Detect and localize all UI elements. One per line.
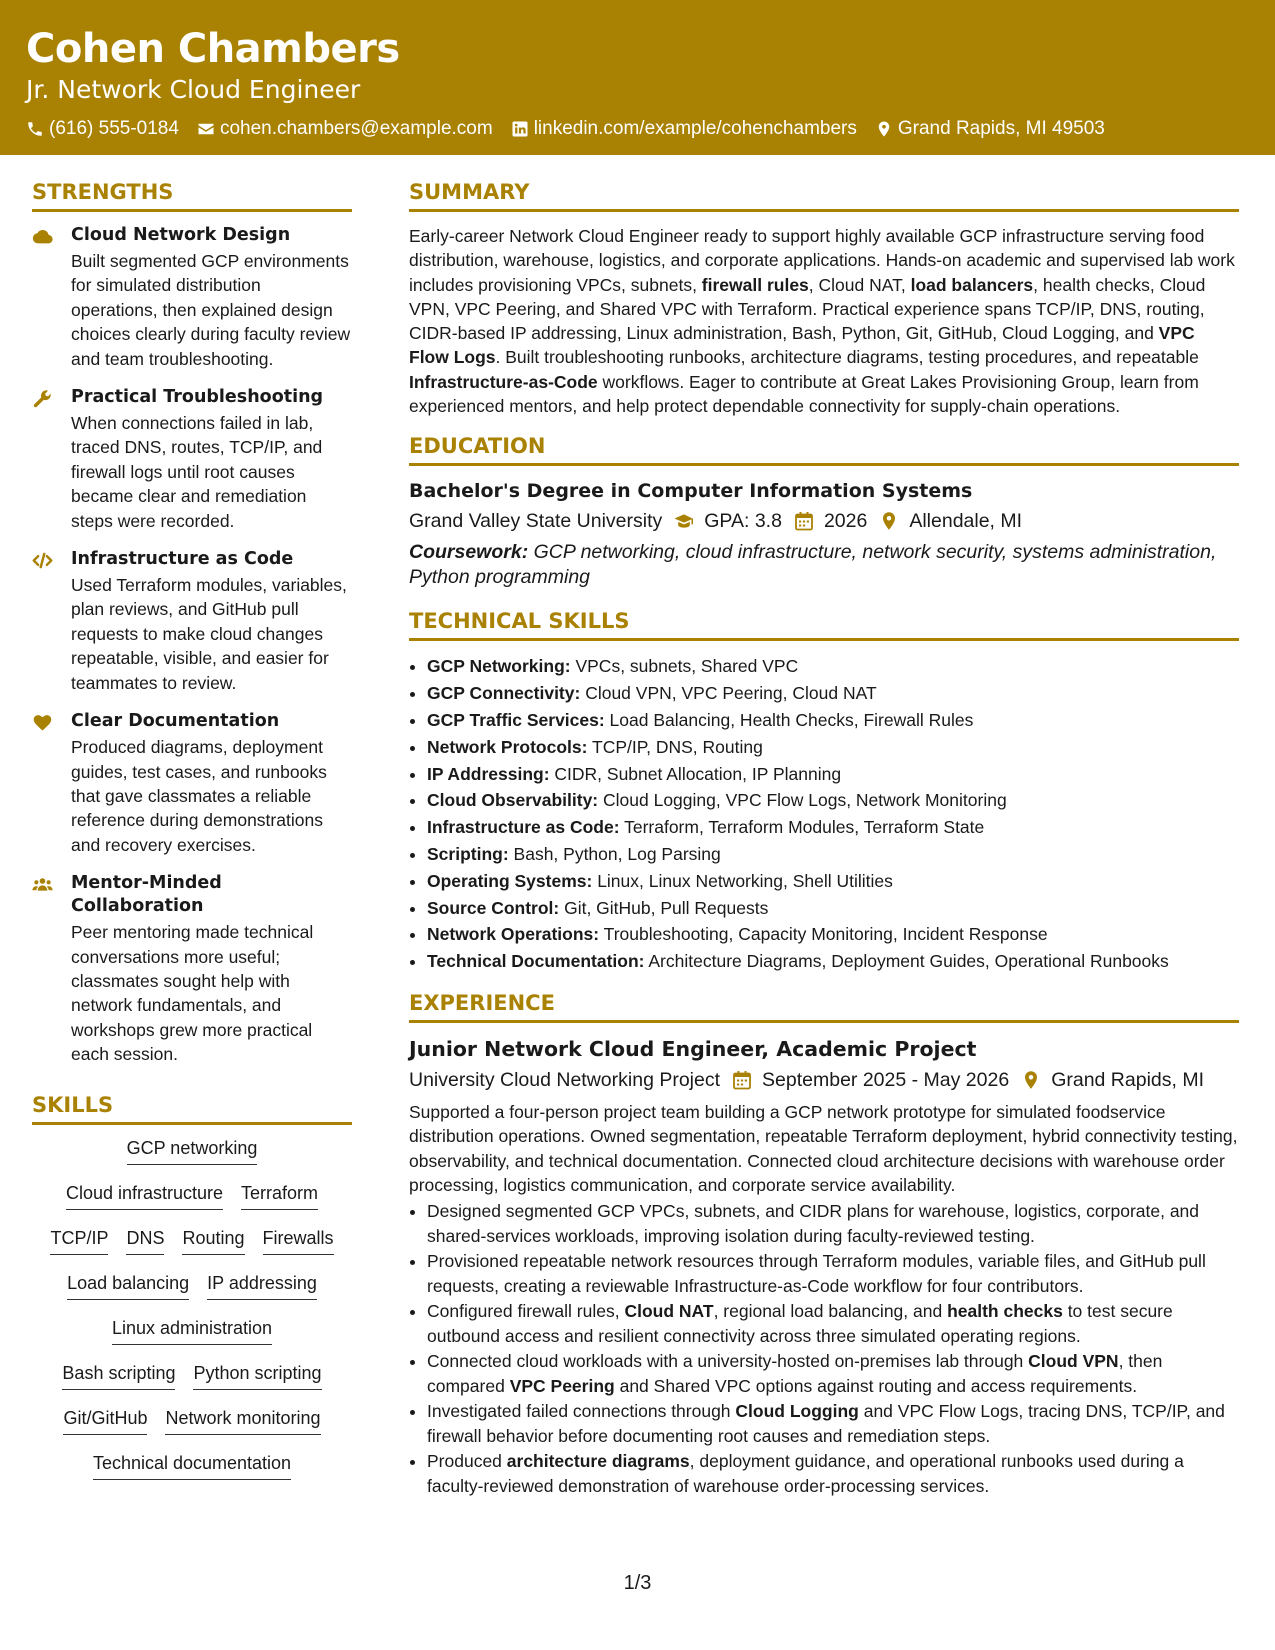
bullet-highlight: VPC Peering (509, 1375, 615, 1396)
list-item (427, 707, 1239, 734)
gpa-text: GPA: 3.8 (704, 510, 782, 533)
skill-category: Network Protocols: (427, 736, 588, 757)
skill-chip: Firewalls (263, 1227, 334, 1255)
education-meta (409, 506, 1239, 536)
list-item (427, 734, 1239, 761)
skill-values: Bash, Python, Log Parsing (508, 843, 721, 864)
skill-values: Git, GitHub, Pull Requests (559, 897, 769, 918)
list-item (427, 1249, 1239, 1298)
skill-row (32, 1362, 352, 1407)
skill-category: Operating Systems: (427, 870, 593, 891)
email-text: cohen.chambers@example.com (219, 118, 493, 139)
organization-name: University Cloud Networking Project (409, 1068, 721, 1091)
skill-category: GCP Connectivity: (427, 683, 581, 704)
wrench-icon (32, 386, 58, 533)
skill-chip: TCP/IP (50, 1227, 108, 1255)
technical-skills-list (409, 653, 1239, 975)
summary-segment: Early-career Network Cloud Engineer ready to support highly available GCP infrastructure serving food distribution, warehouse, logistics, and corporate applications. Hands-on academic and supervised lab work includes provisioning VPCs, subnets, (409, 226, 1235, 295)
skill-chip: GCP networking (127, 1137, 258, 1165)
school-name: Grand Valley State University (409, 510, 663, 533)
skill-category: Network Operations: (427, 924, 600, 945)
skill-chip: Linux administration (112, 1317, 272, 1345)
skill-values: Cloud VPN, VPC Peering, Cloud NAT (580, 683, 877, 704)
calendar-icon (732, 1070, 752, 1090)
strength-title: Cloud Network Design (71, 225, 291, 245)
list-item (427, 814, 1239, 841)
list-item (427, 787, 1239, 814)
list-item (427, 761, 1239, 788)
bullet-text: and VPC Flow Logs, tracing DNS, TCP/IP, and firewall behavior before documenting root causes and remediation steps. (427, 1401, 1225, 1446)
right-column (409, 178, 1239, 1499)
coursework-text: GCP networking, cloud infrastructure, network security, systems administration, Python programming (409, 541, 1217, 588)
job-title: Junior Network Cloud Engineer, Academic Project (409, 1036, 977, 1061)
strength-item (32, 224, 352, 371)
summary-segment: , health checks, Cloud VPN, VPC Peering, and Shared VPC with Terraform. Practical experience spans TCP/IP, DNS, routing, CIDR-based IP addressing, Linux administration, Bash, Python, Git, GitHub, Cloud Logging, and (409, 274, 1206, 344)
bullet-text: and Shared VPC options against routing and access requirements. (614, 1375, 1138, 1396)
bullet-highlight: architecture diagrams (506, 1451, 690, 1472)
list-item (427, 948, 1239, 975)
skill-chip: Technical documentation (93, 1452, 291, 1480)
skill-chip: Terraform (241, 1182, 318, 1210)
skill-chip: IP addressing (207, 1272, 317, 1300)
skill-row (32, 1182, 352, 1227)
calendar-icon (794, 511, 814, 531)
coursework-label: Coursework: (409, 541, 529, 564)
heart-icon (32, 710, 58, 857)
envelope-icon (197, 120, 215, 138)
skill-chip: Bash scripting (62, 1362, 175, 1390)
job-description: Supported a four-person project team building a GCP network prototype for simulated foodservice distribution operations. Owned segmentation, repeatable Terraform deployment, hybrid connectivity testing, observability, and technical documentation. Connected cloud architecture decisions with warehouse order processing, logistics communication, and corporate service availability. (409, 1101, 1238, 1195)
strength-item (32, 872, 352, 1066)
skills-chip-cloud (32, 1137, 352, 1497)
list-item (427, 921, 1239, 948)
strength-text: Peer mentoring made technical conversations more useful; classmates sought help with network fundamentals, and workshops grew more practical each session. (71, 922, 314, 1065)
resume-header (0, 0, 1275, 155)
skill-row (32, 1452, 352, 1497)
skill-chip: Cloud infrastructure (66, 1182, 223, 1210)
list-item (427, 1349, 1239, 1398)
linkedin-icon (511, 120, 529, 138)
skill-chip: Python scripting (193, 1362, 321, 1390)
summary-heading: SUMMARY (409, 178, 1239, 212)
summary-segment: workflows. Eager to contribute at Great Lakes Provisioning Group, learn from experienced mentors, and help protect dependable connectivity for supply-chain operations. (409, 371, 1199, 417)
summary-highlight: load balancers (910, 274, 1034, 295)
list-item (427, 1299, 1239, 1348)
skill-category: Technical Documentation: (427, 951, 645, 972)
graduation-year: 2026 (823, 510, 868, 533)
school-location: Allendale, MI (909, 510, 1023, 533)
bullet-text: Connected cloud workloads with a university-hosted on-premises lab through (427, 1351, 1029, 1372)
contact-linkedin[interactable] (511, 116, 857, 142)
skill-category: Infrastructure as Code: (427, 817, 620, 838)
contact-location (875, 116, 1105, 142)
skill-chip: Load balancing (67, 1272, 189, 1300)
skill-category: GCP Networking: (427, 656, 571, 677)
skill-row (32, 1227, 352, 1272)
cloud-icon (32, 224, 58, 371)
technical-skills-heading: TECHNICAL SKILLS (409, 607, 1239, 641)
strength-item (32, 548, 352, 695)
skill-values: CIDR, Subnet Allocation, IP Planning (549, 763, 842, 784)
summary-highlight: Infrastructure-as-Code (409, 371, 598, 392)
list-item (427, 841, 1239, 868)
bullet-text: Investigated failed connections through (427, 1401, 736, 1422)
skill-category: GCP Traffic Services: (427, 709, 605, 730)
list-item (427, 868, 1239, 895)
skill-values: Linux, Linux Networking, Shell Utilities (592, 870, 893, 891)
left-column (32, 178, 352, 1497)
list-item (427, 1399, 1239, 1448)
coursework (409, 540, 1239, 589)
skill-values: Load Balancing, Health Checks, Firewall Rules (604, 709, 974, 730)
list-item (427, 653, 1239, 680)
skill-values: Terraform, Terraform Modules, Terraform State (619, 817, 985, 838)
strength-title: Clear Documentation (71, 711, 280, 732)
experience-bullets (409, 1199, 1239, 1498)
contact-email[interactable] (197, 116, 493, 142)
strength-text: Used Terraform modules, variables, plan reviews, and GitHub pull requests to make cloud changes repeatable, visible, and easier for teammates to review. (71, 575, 347, 693)
skill-values: Troubleshooting, Capacity Monitoring, Incident Response (599, 924, 1048, 945)
skill-row (32, 1407, 352, 1452)
skill-category: Source Control: (427, 897, 560, 918)
page-number: 1/3 (623, 1572, 652, 1594)
skill-values: VPCs, subnets, Shared VPC (570, 656, 799, 677)
skill-category: Cloud Observability: (427, 790, 599, 811)
contact-phone[interactable] (26, 116, 179, 142)
strength-item (32, 710, 352, 857)
contact-bar (26, 116, 1123, 142)
bullet-highlight: Cloud Logging (735, 1401, 859, 1422)
skills-heading: SKILLS (32, 1091, 352, 1125)
map-pin-icon (875, 120, 893, 138)
job-dates: September 2025 - May 2026 (762, 1068, 1010, 1091)
skill-chip: Routing (182, 1227, 244, 1255)
skill-values: Cloud Logging, VPC Flow Logs, Network Monitoring (598, 790, 1007, 811)
bullet-text: Designed segmented GCP VPCs, subnets, and CIDR plans for warehouse, logistics, corporate, and shared-services workloads, improving isolation during faculty-reviewed testing. (427, 1201, 1200, 1246)
list-item (427, 1449, 1239, 1498)
skill-values: Architecture Diagrams, Deployment Guides, Operational Runbooks (644, 951, 1169, 972)
map-pin-icon (1021, 1070, 1041, 1090)
strength-title: Infrastructure as Code (71, 549, 294, 570)
summary-segment: . Built troubleshooting runbooks, architecture diagrams, testing procedures, and repeatable (495, 347, 1199, 368)
strength-title: Mentor-Minded Collaboration (71, 873, 222, 917)
bullet-text: Provisioned repeatable network resources through Terraform modules, variable files, and GitHub pull requests, creating a reviewable Infrastructure-as-Code workflow for four contributors. (427, 1251, 1206, 1296)
skill-category: Scripting: (427, 843, 509, 864)
strength-text: Built segmented GCP environments for simulated distribution operations, then explained design choices clearly during faculty review and team troubleshooting. (71, 251, 351, 369)
bullet-text: , deployment guidance, and operational runbooks used during a faculty-reviewed demonstration of warehouse order-processing services. (427, 1451, 1184, 1496)
bullet-text: Configured firewall rules, (427, 1301, 625, 1322)
degree-name: Bachelor's Degree in Computer Information Systems (409, 480, 973, 503)
skill-row (32, 1137, 352, 1182)
strength-text: When connections failed in lab, traced DNS, routes, TCP/IP, and firewall logs until root causes became clear and remediation steps were recorded. (71, 413, 323, 531)
summary-segment: , Cloud NAT, (808, 274, 911, 295)
bullet-highlight: Cloud NAT (624, 1301, 714, 1322)
strengths-heading: STRENGTHS (32, 178, 352, 212)
list-item (427, 1199, 1239, 1248)
phone-icon (26, 120, 44, 138)
location-text: Grand Rapids, MI 49503 (897, 118, 1105, 139)
graduation-cap-icon (674, 511, 694, 531)
skill-chip: Git/GitHub (63, 1407, 147, 1435)
skill-row (32, 1272, 352, 1317)
list-item (427, 680, 1239, 707)
list-item (427, 895, 1239, 922)
strength-item (32, 386, 352, 533)
experience-meta (409, 1065, 1239, 1095)
candidate-role: Jr. Network Cloud Engineer (26, 75, 361, 104)
summary-text (409, 224, 1239, 418)
strength-text: Produced diagrams, deployment guides, test cases, and runbooks that gave classmates a reliable reference during demonstrations and recovery exercises. (71, 737, 327, 855)
skill-category: IP Addressing: (427, 763, 550, 784)
bullet-highlight: health checks (947, 1301, 1063, 1322)
bullet-text: to test secure outbound access and resilient connectivity across three simulated operating regions. (427, 1301, 1173, 1346)
experience-heading: EXPERIENCE (409, 989, 1239, 1023)
summary-highlight: firewall rules (701, 274, 809, 295)
bullet-text: Produced (427, 1451, 507, 1472)
linkedin-text: linkedin.com/example/cohenchambers (533, 118, 857, 139)
bullet-highlight: Cloud VPN (1028, 1351, 1119, 1372)
map-pin-icon (879, 511, 899, 531)
strength-title: Practical Troubleshooting (71, 387, 324, 408)
skill-chip: Network monitoring (165, 1407, 320, 1435)
education-heading: EDUCATION (409, 432, 1239, 466)
summary-highlight: VPC Flow Logs (409, 323, 1195, 368)
candidate-name: Cohen Chambers (26, 26, 400, 72)
skill-values: TCP/IP, DNS, Routing (587, 736, 763, 757)
users-icon (32, 872, 58, 1066)
code-icon (32, 548, 58, 695)
bullet-text: , regional load balancing, and (713, 1301, 948, 1322)
skill-chip: DNS (126, 1227, 164, 1255)
bullet-text: , then compared (427, 1351, 1163, 1396)
phone-text: (616) 555-0184 (49, 118, 179, 139)
skill-row (32, 1317, 352, 1362)
job-location: Grand Rapids, MI (1051, 1068, 1204, 1091)
